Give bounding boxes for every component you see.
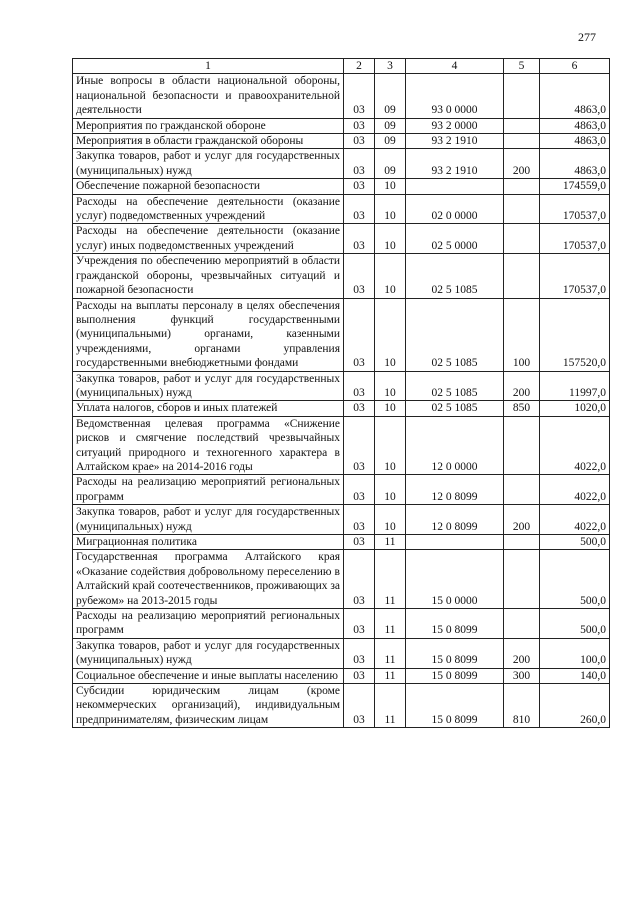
row-amount: 157520,0 — [540, 298, 610, 371]
row-expense-type: 300 — [504, 668, 540, 683]
row-subsection: 11 — [375, 668, 406, 683]
row-target-item: 02 5 1085 — [406, 401, 504, 416]
row-amount: 170537,0 — [540, 194, 610, 224]
row-target-item: 15 0 0000 — [406, 550, 504, 609]
row-expense-type: 850 — [504, 401, 540, 416]
row-name: Закупка товаров, работ и услуг для государственных (муниципальных) нужд — [73, 149, 344, 179]
row-name: Закупка товаров, работ и услуг для государственных (муниципальных) нужд — [73, 638, 344, 668]
budget-table — [72, 58, 610, 728]
table-row — [73, 134, 610, 149]
row-expense-type — [504, 224, 540, 254]
row-subsection: 09 — [375, 74, 406, 118]
row-subsection: 10 — [375, 254, 406, 298]
row-target-item: 02 5 1085 — [406, 254, 504, 298]
row-amount: 4863,0 — [540, 74, 610, 118]
row-expense-type — [504, 609, 540, 639]
row-expense-type: 200 — [504, 371, 540, 401]
row-subsection: 10 — [375, 179, 406, 194]
row-section: 03 — [344, 505, 375, 535]
row-expense-type: 200 — [504, 505, 540, 535]
row-expense-type — [504, 416, 540, 475]
row-name: Иные вопросы в области национальной обороны, национальной безопасности и правоохранительной деятельности — [73, 74, 344, 118]
row-target-item: 12 0 8099 — [406, 505, 504, 535]
row-amount: 1020,0 — [540, 401, 610, 416]
row-subsection: 10 — [375, 416, 406, 475]
table-row — [73, 550, 610, 609]
row-name: Расходы на обеспечение деятельности (оказание услуг) иных подведомственных учреждений — [73, 224, 344, 254]
row-expense-type — [504, 134, 540, 149]
row-target-item — [406, 535, 504, 550]
row-target-item: 02 5 1085 — [406, 298, 504, 371]
table-row — [73, 668, 610, 683]
row-subsection: 09 — [375, 149, 406, 179]
row-expense-type — [504, 550, 540, 609]
row-amount: 170537,0 — [540, 224, 610, 254]
row-subsection: 10 — [375, 224, 406, 254]
row-section: 03 — [344, 118, 375, 133]
row-name: Мероприятия по гражданской обороне — [73, 118, 344, 133]
row-amount: 4022,0 — [540, 475, 610, 505]
row-section: 03 — [344, 74, 375, 118]
row-section: 03 — [344, 298, 375, 371]
row-amount: 4022,0 — [540, 416, 610, 475]
row-section: 03 — [344, 149, 375, 179]
row-name: Социальное обеспечение и иные выплаты населению — [73, 668, 344, 683]
table-row — [73, 74, 610, 118]
row-target-item: 02 0 0000 — [406, 194, 504, 224]
row-target-item: 15 0 8099 — [406, 668, 504, 683]
row-amount: 500,0 — [540, 609, 610, 639]
row-target-item: 02 5 0000 — [406, 224, 504, 254]
header-col-6: 6 — [540, 59, 610, 74]
row-section: 03 — [344, 475, 375, 505]
row-section: 03 — [344, 254, 375, 298]
row-name: Расходы на выплаты персоналу в целях обеспечения выполнения функций государственными (муниципальными) органами, казенными учреждениями, органами управления государственными внебюджетными фондами — [73, 298, 344, 371]
row-expense-type — [504, 179, 540, 194]
row-amount: 4022,0 — [540, 505, 610, 535]
table-row — [73, 179, 610, 194]
page-number: 277 — [578, 30, 596, 44]
row-target-item: 93 0 0000 — [406, 74, 504, 118]
row-target-item: 93 2 0000 — [406, 118, 504, 133]
row-target-item: 93 2 1910 — [406, 149, 504, 179]
row-subsection: 11 — [375, 684, 406, 728]
row-section: 03 — [344, 416, 375, 475]
row-expense-type — [504, 118, 540, 133]
row-section: 03 — [344, 224, 375, 254]
row-section: 03 — [344, 684, 375, 728]
table-header-row — [73, 59, 610, 74]
row-subsection: 09 — [375, 134, 406, 149]
row-subsection: 10 — [375, 298, 406, 371]
row-subsection: 10 — [375, 505, 406, 535]
row-subsection: 11 — [375, 609, 406, 639]
row-amount: 4863,0 — [540, 134, 610, 149]
row-name: Закупка товаров, работ и услуг для государственных (муниципальных) нужд — [73, 371, 344, 401]
row-name: Миграционная политика — [73, 535, 344, 550]
row-section: 03 — [344, 371, 375, 401]
table-row — [73, 371, 610, 401]
row-target-item — [406, 179, 504, 194]
row-expense-type — [504, 254, 540, 298]
row-section: 03 — [344, 638, 375, 668]
row-amount: 174559,0 — [540, 179, 610, 194]
header-col-1: 1 — [73, 59, 344, 74]
row-name: Расходы на реализацию мероприятий региональных программ — [73, 475, 344, 505]
table-row — [73, 254, 610, 298]
row-amount: 260,0 — [540, 684, 610, 728]
table-row — [73, 535, 610, 550]
row-expense-type: 200 — [504, 638, 540, 668]
header-col-2: 2 — [344, 59, 375, 74]
row-amount: 4863,0 — [540, 149, 610, 179]
row-section: 03 — [344, 535, 375, 550]
row-subsection: 11 — [375, 550, 406, 609]
table-row — [73, 401, 610, 416]
row-subsection: 11 — [375, 638, 406, 668]
row-name: Расходы на реализацию мероприятий региональных программ — [73, 609, 344, 639]
row-name: Обеспечение пожарной безопасности — [73, 179, 344, 194]
table-row — [73, 609, 610, 639]
row-section: 03 — [344, 668, 375, 683]
row-name: Закупка товаров, работ и услуг для государственных (муниципальных) нужд — [73, 505, 344, 535]
row-name: Расходы на обеспечение деятельности (оказание услуг) подведомственных учреждений — [73, 194, 344, 224]
row-name: Субсидии юридическим лицам (кроме некоммерческих организаций), индивидуальным предпринимателям, физическим лицам — [73, 684, 344, 728]
table-row — [73, 475, 610, 505]
row-subsection: 09 — [375, 118, 406, 133]
row-amount: 500,0 — [540, 550, 610, 609]
row-subsection: 10 — [375, 371, 406, 401]
row-target-item: 15 0 8099 — [406, 638, 504, 668]
header-col-4: 4 — [406, 59, 504, 74]
row-expense-type — [504, 475, 540, 505]
row-subsection: 10 — [375, 194, 406, 224]
table-row — [73, 505, 610, 535]
row-section: 03 — [344, 609, 375, 639]
table-row — [73, 416, 610, 475]
row-amount: 500,0 — [540, 535, 610, 550]
row-subsection: 10 — [375, 401, 406, 416]
row-amount: 11997,0 — [540, 371, 610, 401]
table-row — [73, 149, 610, 179]
row-subsection: 10 — [375, 475, 406, 505]
row-name: Учреждения по обеспечению мероприятий в области гражданской обороны, чрезвычайных ситуаций и пожарной безопасности — [73, 254, 344, 298]
row-expense-type: 810 — [504, 684, 540, 728]
row-section: 03 — [344, 401, 375, 416]
row-name: Государственная программа Алтайского края «Оказание содействия добровольному переселению в Алтайский край соотечественников, проживающих за рубежом» на 2013-2015 годы — [73, 550, 344, 609]
row-target-item: 15 0 8099 — [406, 609, 504, 639]
row-expense-type — [504, 194, 540, 224]
table-row — [73, 224, 610, 254]
row-target-item: 02 5 1085 — [406, 371, 504, 401]
table-row — [73, 638, 610, 668]
row-section: 03 — [344, 550, 375, 609]
row-expense-type: 100 — [504, 298, 540, 371]
row-name: Мероприятия в области гражданской обороны — [73, 134, 344, 149]
row-amount: 170537,0 — [540, 254, 610, 298]
row-amount: 100,0 — [540, 638, 610, 668]
table-row — [73, 194, 610, 224]
row-target-item: 12 0 8099 — [406, 475, 504, 505]
header-col-5: 5 — [504, 59, 540, 74]
row-target-item: 12 0 0000 — [406, 416, 504, 475]
table-row — [73, 298, 610, 371]
row-target-item: 15 0 8099 — [406, 684, 504, 728]
row-amount: 140,0 — [540, 668, 610, 683]
row-target-item: 93 2 1910 — [406, 134, 504, 149]
row-amount: 4863,0 — [540, 118, 610, 133]
row-section: 03 — [344, 194, 375, 224]
row-name: Ведомственная целевая программа «Снижение рисков и смягчение последствий чрезвычайных ситуаций природного и техногенного характера в Алтайском крае» на 2014-2016 годы — [73, 416, 344, 475]
row-section: 03 — [344, 179, 375, 194]
row-section: 03 — [344, 134, 375, 149]
row-name: Уплата налогов, сборов и иных платежей — [73, 401, 344, 416]
table-row — [73, 684, 610, 728]
row-expense-type — [504, 535, 540, 550]
header-col-3: 3 — [375, 59, 406, 74]
row-expense-type: 200 — [504, 149, 540, 179]
row-expense-type — [504, 74, 540, 118]
table-row — [73, 118, 610, 133]
row-subsection: 11 — [375, 535, 406, 550]
